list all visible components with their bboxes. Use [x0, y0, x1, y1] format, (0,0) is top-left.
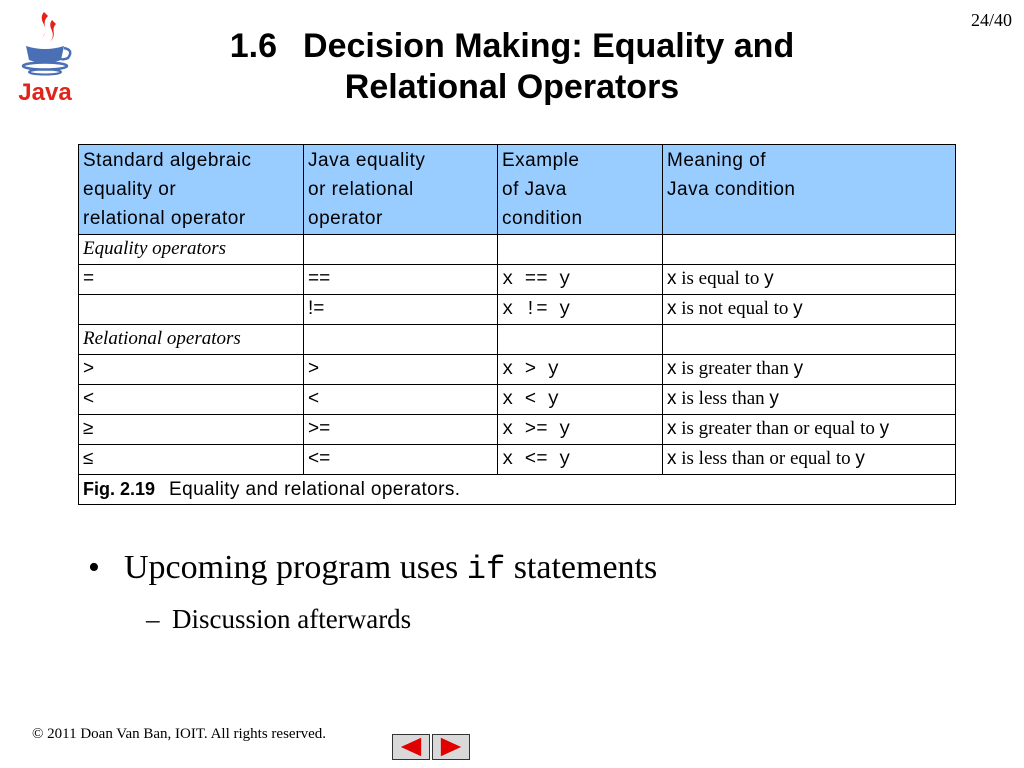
meaning-cell: x is greater than y [663, 355, 956, 385]
java-logo-text: Java [18, 79, 72, 106]
section-label: Equality operators [79, 235, 304, 265]
dash-icon: – [146, 604, 160, 634]
table-row [79, 265, 956, 295]
meaning-cell: x is greater than or equal to y [663, 415, 956, 445]
table-row [79, 385, 956, 415]
figure-caption-text: Equality and relational operators. [169, 479, 461, 500]
table-row [79, 415, 956, 445]
algebraic-cell: > [79, 355, 304, 385]
slide-title [100, 26, 924, 108]
figure-label: Fig. 2.19 [83, 479, 156, 499]
algebraic-cell: < [79, 385, 304, 415]
table-row [79, 295, 956, 325]
section-row-relational [79, 325, 956, 355]
previous-slide-button[interactable] [392, 734, 430, 760]
table-caption [79, 475, 956, 505]
table-row [79, 445, 956, 475]
section-row-equality [79, 235, 956, 265]
header-java-operator: Java equality or relational operator [304, 145, 498, 235]
arrow-left-icon [393, 735, 429, 759]
table-header-row [79, 145, 956, 235]
meaning-cell: x is not equal to y [663, 295, 956, 325]
table-row [79, 355, 956, 385]
example-cell: x > y [498, 355, 663, 385]
header-example: Example of Java condition [498, 145, 663, 235]
algebraic-cell: ≤ [79, 445, 304, 475]
bullet-main: • Upcoming program uses if statements [88, 544, 657, 594]
java-operator-cell: == [304, 265, 498, 295]
java-operator-cell: < [304, 385, 498, 415]
java-operator-cell: > [304, 355, 498, 385]
if-keyword: if [466, 551, 506, 588]
section-label: Relational operators [79, 325, 304, 355]
title-line-1: Decision Making: Equality and [303, 27, 795, 65]
meaning-cell: x is less than or equal to y [663, 445, 956, 475]
copyright-footer: © 2011 Doan Van Ban, IOIT. All rights reserved. [32, 726, 326, 742]
example-cell: x < y [498, 385, 663, 415]
java-operator-cell: >= [304, 415, 498, 445]
algebraic-cell [79, 295, 304, 325]
meaning-cell: x is less than y [663, 385, 956, 415]
operators-table [78, 144, 956, 505]
algebraic-cell: ≥ [79, 415, 304, 445]
section-number: 1.6 [229, 27, 278, 65]
bullet-sub: – Discussion afterwards [146, 600, 411, 638]
header-algebraic: Standard algebraic equality or relational operator [79, 145, 304, 235]
example-cell: x != y [498, 295, 663, 325]
bullet-icon: • [88, 549, 100, 586]
java-logo [14, 8, 76, 108]
java-operator-cell: <= [304, 445, 498, 475]
caption-row [79, 475, 956, 505]
next-slide-button[interactable] [432, 734, 470, 760]
algebraic-cell: = [79, 265, 304, 295]
meaning-cell: x is equal to y [663, 265, 956, 295]
arrow-right-icon [433, 735, 469, 759]
example-cell: x >= y [498, 415, 663, 445]
title-line-2: Relational Operators [344, 68, 680, 106]
example-cell: x <= y [498, 445, 663, 475]
header-meaning: Meaning of Java condition [663, 145, 956, 235]
java-operator-cell: != [304, 295, 498, 325]
example-cell: x == y [498, 265, 663, 295]
page-number: 24/40 [970, 10, 1012, 30]
